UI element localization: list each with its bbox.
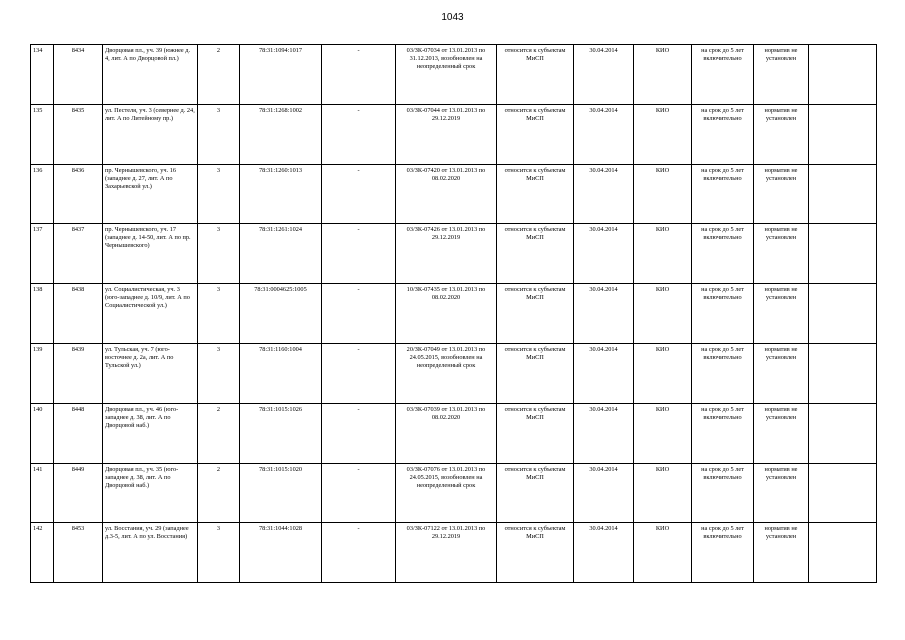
table-row bbox=[31, 284, 877, 344]
cell-row-number: 139 bbox=[31, 343, 54, 403]
cell-organization: КИО bbox=[634, 403, 692, 463]
cell-record-id: 8453 bbox=[54, 523, 103, 583]
cell-term: на срок до 5 лет включительно bbox=[692, 224, 754, 284]
cell-address: Дворцовая пл., уч. 46 (юго-западнее д. 38, лит. А по Дворцовой наб.) bbox=[103, 403, 198, 463]
cell-dash: - bbox=[322, 224, 396, 284]
cell-count: 2 bbox=[198, 403, 240, 463]
cell-cadastral-number: 78:31:1015:1020 bbox=[240, 463, 322, 523]
cell-norm: норматив не установлен bbox=[754, 224, 809, 284]
cell-address: ул. Тульская, уч. 7 (юго-восточнее д. 2а, лит. А по Тульской ул.) bbox=[103, 343, 198, 403]
cell-subject: относится к субъектам МиСП bbox=[497, 463, 574, 523]
cell-dash: - bbox=[322, 164, 396, 224]
cell-norm: норматив не установлен bbox=[754, 343, 809, 403]
cell-term: на срок до 5 лет включительно bbox=[692, 284, 754, 344]
cell-term: на срок до 5 лет включительно bbox=[692, 104, 754, 164]
cell-organization: КИО bbox=[634, 523, 692, 583]
page-number: 1043 bbox=[441, 12, 464, 23]
cell-term: на срок до 5 лет включительно bbox=[692, 343, 754, 403]
cell-norm: норматив не установлен bbox=[754, 104, 809, 164]
cell-date: 30.04.2014 bbox=[574, 224, 634, 284]
cell-subject: относится к субъектам МиСП bbox=[497, 45, 574, 105]
cell-date: 30.04.2014 bbox=[574, 284, 634, 344]
cell-count: 2 bbox=[198, 45, 240, 105]
cell-empty bbox=[809, 403, 877, 463]
cell-row-number: 137 bbox=[31, 224, 54, 284]
cell-row-number: 134 bbox=[31, 45, 54, 105]
cell-count: 3 bbox=[198, 164, 240, 224]
cell-dash: - bbox=[322, 104, 396, 164]
cell-contract: 10/ЗК-07435 от 13.01.2013 по 08.02.2020 bbox=[396, 284, 497, 344]
cell-cadastral-number: 78:31:1044:1028 bbox=[240, 523, 322, 583]
cell-norm: норматив не установлен bbox=[754, 284, 809, 344]
cell-empty bbox=[809, 224, 877, 284]
table-row bbox=[31, 45, 877, 105]
cell-contract: 03/ЗК-07039 от 13.01.2013 по 08.02.2020 bbox=[396, 403, 497, 463]
cell-organization: КИО bbox=[634, 284, 692, 344]
table-row bbox=[31, 224, 877, 284]
cell-norm: норматив не установлен bbox=[754, 523, 809, 583]
cell-cadastral-number: 78:31:1015:1026 bbox=[240, 403, 322, 463]
cell-cadastral-number: 78:31:0004625:1005 bbox=[240, 284, 322, 344]
cell-dash: - bbox=[322, 45, 396, 105]
cell-subject: относится к субъектам МиСП bbox=[497, 403, 574, 463]
cell-term: на срок до 5 лет включительно bbox=[692, 164, 754, 224]
cell-norm: норматив не установлен bbox=[754, 164, 809, 224]
cell-cadastral-number: 78:31:1094:1017 bbox=[240, 45, 322, 105]
cell-term: на срок до 5 лет включительно bbox=[692, 463, 754, 523]
cell-cadastral-number: 78:31:1261:1024 bbox=[240, 224, 322, 284]
cell-norm: норматив не установлен bbox=[754, 403, 809, 463]
table-row bbox=[31, 104, 877, 164]
cell-organization: КИО bbox=[634, 224, 692, 284]
cell-contract: 03/ЗК-07076 от 13.01.2013 по 24.05.2015, возобновлен на неопределенный срок bbox=[396, 463, 497, 523]
cell-record-id: 8449 bbox=[54, 463, 103, 523]
cell-address: пр. Чернышевского, уч. 17 (западнее д. 14-50, лит. А по пр. Чернышевского) bbox=[103, 224, 198, 284]
cell-count: 3 bbox=[198, 343, 240, 403]
table-row bbox=[31, 403, 877, 463]
cell-count: 3 bbox=[198, 284, 240, 344]
cell-count: 2 bbox=[198, 463, 240, 523]
cell-dash: - bbox=[322, 284, 396, 344]
cell-dash: - bbox=[322, 343, 396, 403]
cell-record-id: 8438 bbox=[54, 284, 103, 344]
cell-organization: КИО bbox=[634, 164, 692, 224]
cell-contract: 20/ЗК-07049 от 13.01.2013 по 24.05.2015, возобновлен на неопределенный срок bbox=[396, 343, 497, 403]
cell-empty bbox=[809, 104, 877, 164]
cell-contract: 03/ЗК-07034 от 13.01.2013 по 31.12.2013, возобновлен на неопределенный срок bbox=[396, 45, 497, 105]
cell-organization: КИО bbox=[634, 343, 692, 403]
cell-date: 30.04.2014 bbox=[574, 463, 634, 523]
cell-organization: КИО bbox=[634, 463, 692, 523]
cell-address: Дворцовая пл., уч. 39 (южнее д. 4, лит. А по Дворцовой пл.) bbox=[103, 45, 198, 105]
cell-organization: КИО bbox=[634, 104, 692, 164]
cell-date: 30.04.2014 bbox=[574, 403, 634, 463]
cell-subject: относится к субъектам МиСП bbox=[497, 104, 574, 164]
cell-record-id: 8434 bbox=[54, 45, 103, 105]
cell-empty bbox=[809, 164, 877, 224]
cell-term: на срок до 5 лет включительно bbox=[692, 45, 754, 105]
cell-count: 3 bbox=[198, 523, 240, 583]
cell-dash: - bbox=[322, 463, 396, 523]
cell-row-number: 141 bbox=[31, 463, 54, 523]
cell-record-id: 8436 bbox=[54, 164, 103, 224]
cell-norm: норматив не установлен bbox=[754, 45, 809, 105]
cell-norm: норматив не установлен bbox=[754, 463, 809, 523]
cell-contract: 03/ЗК-07044 от 13.01.2013 по 29.12.2019 bbox=[396, 104, 497, 164]
cell-address: Дворцовая пл., уч. 35 (юго-западнее д. 38, лит. А по Дворцовой наб.) bbox=[103, 463, 198, 523]
cell-date: 30.04.2014 bbox=[574, 45, 634, 105]
cell-contract: 03/ЗК-07420 от 13.01.2013 по 08.02.2020 bbox=[396, 164, 497, 224]
cell-subject: относится к субъектам МиСП bbox=[497, 284, 574, 344]
cell-record-id: 8439 bbox=[54, 343, 103, 403]
cell-cadastral-number: 78:31:1160:1004 bbox=[240, 343, 322, 403]
cell-cadastral-number: 78:31:1260:1013 bbox=[240, 164, 322, 224]
cell-address: пр. Чернышевского, уч. 16 (западнее д. 27, лит. А по Захарьевской ул.) bbox=[103, 164, 198, 224]
cell-empty bbox=[809, 284, 877, 344]
cell-term: на срок до 5 лет включительно bbox=[692, 403, 754, 463]
cell-dash: - bbox=[322, 403, 396, 463]
cell-date: 30.04.2014 bbox=[574, 343, 634, 403]
table-row bbox=[31, 164, 877, 224]
cell-empty bbox=[809, 45, 877, 105]
cell-address: ул. Социалистическая, уч. 3 (юго-западнее д. 10/9, лит. А по Социалистической ул.) bbox=[103, 284, 198, 344]
cell-contract: 03/ЗК-07426 от 13.01.2013 по 29.12.2019 bbox=[396, 224, 497, 284]
cell-row-number: 140 bbox=[31, 403, 54, 463]
cell-empty bbox=[809, 343, 877, 403]
cell-subject: относится к субъектам МиСП bbox=[497, 224, 574, 284]
cell-row-number: 138 bbox=[31, 284, 54, 344]
cell-cadastral-number: 78:31:1268:1002 bbox=[240, 104, 322, 164]
cell-empty bbox=[809, 523, 877, 583]
cell-row-number: 135 bbox=[31, 104, 54, 164]
cell-subject: относится к субъектам МиСП bbox=[497, 523, 574, 583]
cell-address: ул. Восстания, уч. 29 (западнее д.3-5, лит. А по ул. Восстания) bbox=[103, 523, 198, 583]
cell-record-id: 8448 bbox=[54, 403, 103, 463]
cell-record-id: 8437 bbox=[54, 224, 103, 284]
cell-record-id: 8435 bbox=[54, 104, 103, 164]
cell-contract: 03/ЗК-07122 от 13.01.2013 по 29.12.2019 bbox=[396, 523, 497, 583]
cell-date: 30.04.2014 bbox=[574, 523, 634, 583]
cell-date: 30.04.2014 bbox=[574, 164, 634, 224]
cell-date: 30.04.2014 bbox=[574, 104, 634, 164]
cell-empty bbox=[809, 463, 877, 523]
table-row bbox=[31, 463, 877, 523]
registry-body bbox=[31, 45, 877, 583]
cell-address: ул. Пестеля, уч. 3 (севернее д. 24, лит. А по Литейному пр.) bbox=[103, 104, 198, 164]
table-row bbox=[31, 343, 877, 403]
cell-count: 3 bbox=[198, 224, 240, 284]
cell-term: на срок до 5 лет включительно bbox=[692, 523, 754, 583]
cell-count: 3 bbox=[198, 104, 240, 164]
cell-organization: КИО bbox=[634, 45, 692, 105]
cell-subject: относится к субъектам МиСП bbox=[497, 164, 574, 224]
cell-row-number: 142 bbox=[31, 523, 54, 583]
registry-table bbox=[30, 44, 877, 583]
cell-subject: относится к субъектам МиСП bbox=[497, 343, 574, 403]
table-row bbox=[31, 523, 877, 583]
cell-dash: - bbox=[322, 523, 396, 583]
cell-row-number: 136 bbox=[31, 164, 54, 224]
